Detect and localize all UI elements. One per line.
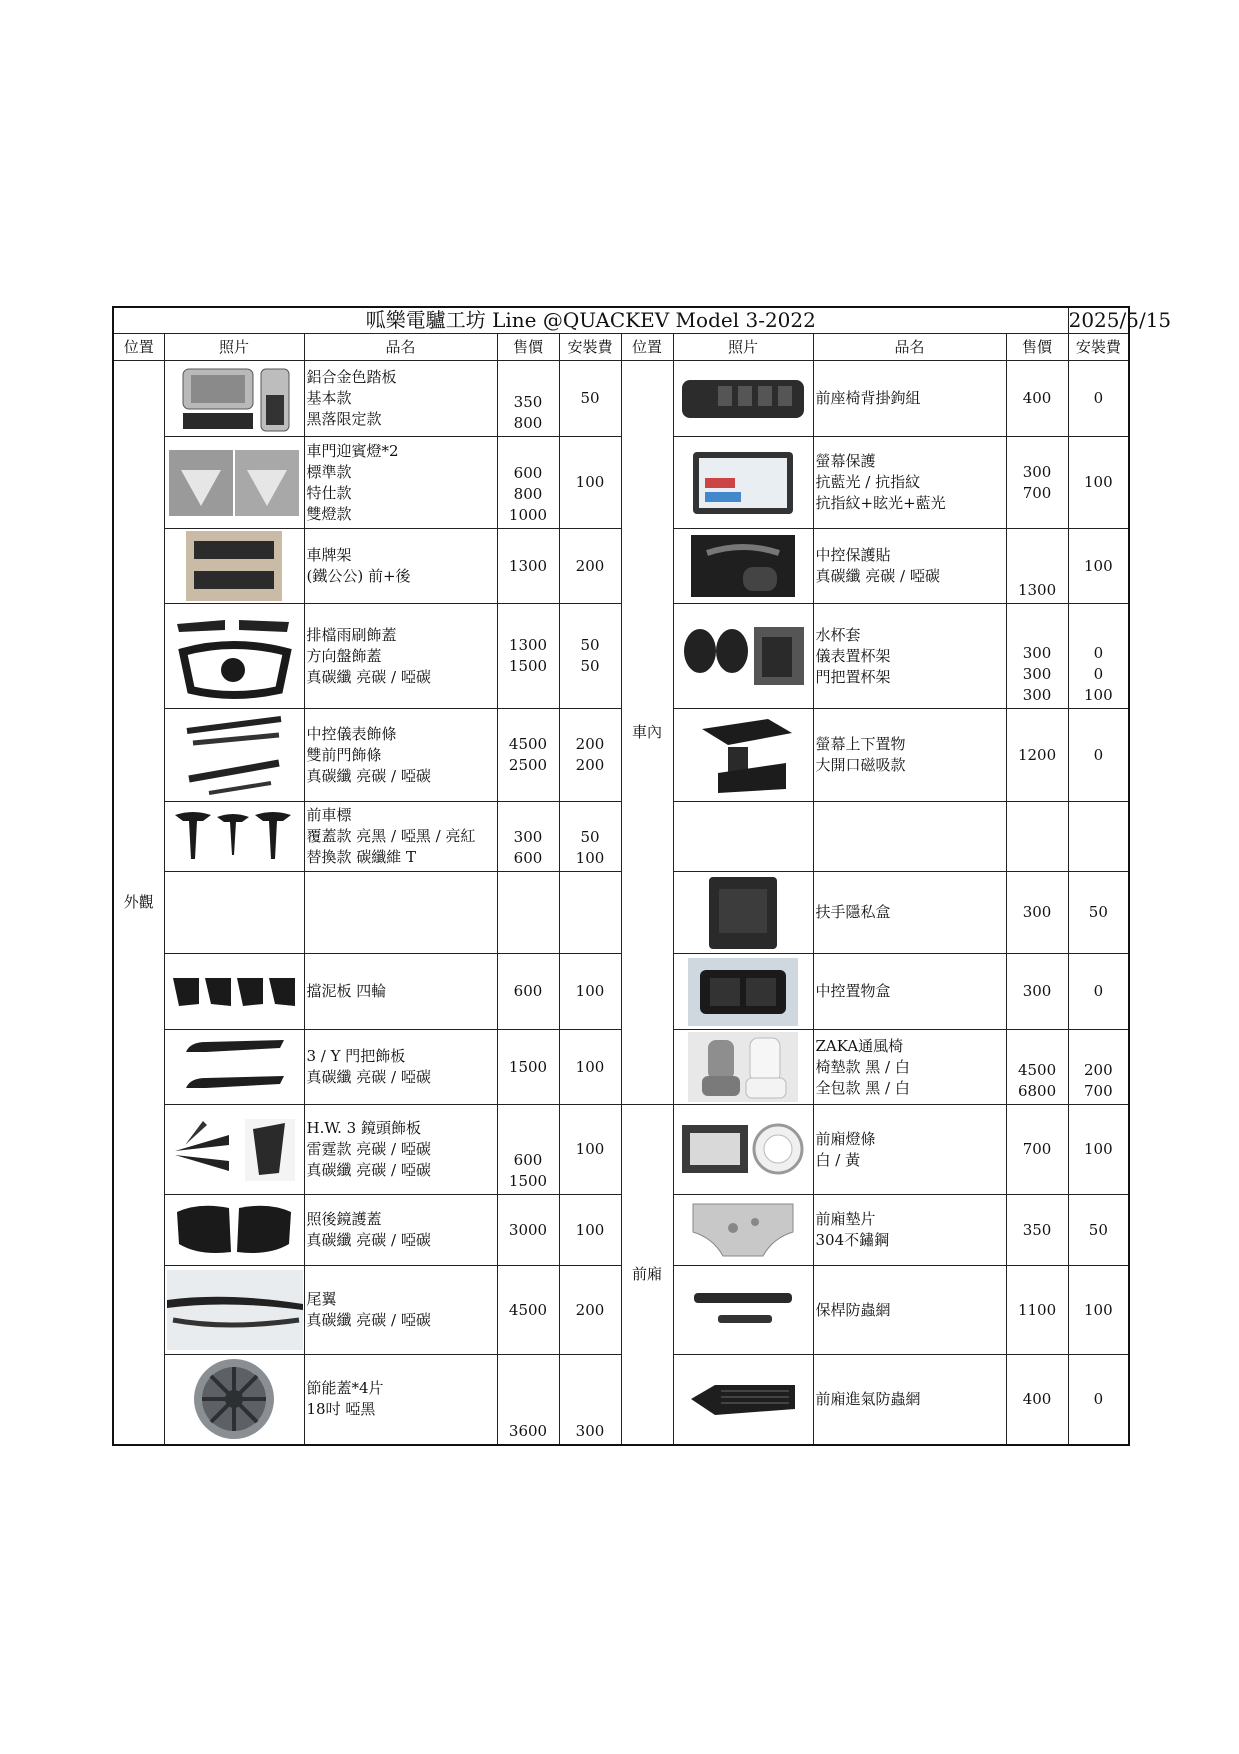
sheet-title: 呱樂電驢工坊 Line @QUACKEV Model 3-2022 xyxy=(113,307,1068,334)
mirror-cover-photo-icon xyxy=(169,1198,299,1262)
product-name: 前車標 覆蓋款 亮黑 / 啞黑 / 亮紅 替換款 碳纖維 T xyxy=(304,802,497,872)
install-cell: 100 xyxy=(1068,1105,1129,1195)
product-photo-mirror-covers xyxy=(164,1195,304,1266)
product-name: 中控置物盒 xyxy=(813,954,1006,1030)
product-photo-screen-protector xyxy=(673,437,813,529)
price-list-table xyxy=(112,306,1172,1446)
product-name: 車門迎賓燈*2 標準款 特仕款 雙燈款 xyxy=(304,437,497,529)
plate-frame-photo-icon xyxy=(186,531,282,601)
product-photo-plate-frame xyxy=(164,529,304,604)
col-position: 位置 xyxy=(113,334,164,361)
col-name: 品名 xyxy=(304,334,497,361)
product-photo-mud-flaps xyxy=(164,954,304,1030)
install-cell: 0 0 100 xyxy=(1068,604,1129,709)
install-cell: 50 xyxy=(1068,872,1129,954)
price-cell: 1300 1500 xyxy=(497,604,559,709)
product-photo-front-badge xyxy=(164,802,304,872)
price-cell: 300 600 xyxy=(497,802,559,872)
product-name: 中控儀表飾條 雙前門飾條 真碳纖 亮碳 / 啞碳 xyxy=(304,709,497,802)
section-frunk: 前廂 xyxy=(621,1105,673,1445)
price-cell: 300 300 300 xyxy=(1006,604,1068,709)
mud-flap-photo-icon xyxy=(169,972,299,1012)
price-cell: 300 xyxy=(1006,954,1068,1030)
install-cell: 0 xyxy=(1068,709,1129,802)
product-photo-armrest-box xyxy=(673,872,813,954)
product-photo-seat-hooks xyxy=(673,361,813,437)
front-badge-photo-icon xyxy=(169,807,299,867)
price-cell: 1300 xyxy=(497,529,559,604)
product-photo-console-wrap xyxy=(673,529,813,604)
product-photo-spoiler xyxy=(164,1266,304,1355)
price-cell: 4500 2500 xyxy=(497,709,559,802)
empty-cell xyxy=(304,872,497,954)
product-photo-frunk-light xyxy=(673,1105,813,1195)
center-tray-photo-icon xyxy=(688,958,798,1026)
frunk-plate-photo-icon xyxy=(683,1198,803,1262)
install-cell: 200 xyxy=(559,1266,621,1355)
frunk-light-photo-icon xyxy=(678,1117,808,1183)
dash-trim-photo-icon xyxy=(179,713,289,797)
install-cell: 0 xyxy=(1068,1355,1129,1445)
product-name: 尾翼 真碳纖 亮碳 / 啞碳 xyxy=(304,1266,497,1355)
product-name: 車牌架 (鐵公公) 前+後 xyxy=(304,529,497,604)
product-name: 節能蓋*4片 18吋 啞黑 xyxy=(304,1355,497,1445)
install-cell: 0 xyxy=(1068,361,1129,437)
product-name: 水杯套 儀表置杯架 門把置杯架 xyxy=(813,604,1006,709)
install-cell: 50 xyxy=(1068,1195,1129,1266)
section-exterior: 外觀 xyxy=(113,361,164,1445)
product-name: 保桿防蟲網 xyxy=(813,1266,1006,1355)
product-name: ZAKA通風椅 椅墊款 黑 / 白 全包款 黑 / 白 xyxy=(813,1030,1006,1105)
install-cell: 100 xyxy=(559,954,621,1030)
price-cell: 350 xyxy=(1006,1195,1068,1266)
product-photo-intake-mesh xyxy=(673,1355,813,1445)
armrest-box-photo-icon xyxy=(703,875,783,951)
install-cell: 100 xyxy=(1068,1266,1129,1355)
price-cell: 600 xyxy=(497,954,559,1030)
empty-cell xyxy=(164,872,304,954)
col-position-2: 位置 xyxy=(621,334,673,361)
install-cell: 300 xyxy=(559,1355,621,1445)
price-cell: 400 xyxy=(1006,361,1068,437)
product-name: 扶手隱私盒 xyxy=(813,872,1006,954)
price-cell: 350 800 xyxy=(497,361,559,437)
sheet-date: 2025/5/15 xyxy=(1068,308,1172,332)
empty-cell xyxy=(813,802,1006,872)
cup-holder-photo-icon xyxy=(678,621,808,691)
product-name: H.W. 3 鏡頭飾板 雷霆款 亮碳 / 啞碳 真碳纖 亮碳 / 啞碳 xyxy=(304,1105,497,1195)
puddle-light-photo-icon xyxy=(169,448,299,518)
col-price: 售價 xyxy=(497,334,559,361)
price-cell: 4500 xyxy=(497,1266,559,1355)
product-name: 排檔雨刷飾蓋 方向盤飾蓋 真碳纖 亮碳 / 啞碳 xyxy=(304,604,497,709)
wheel-cover-photo-icon xyxy=(189,1357,279,1441)
product-name: 3 / Y 門把飾板 真碳纖 亮碳 / 啞碳 xyxy=(304,1030,497,1105)
price-cell: 300 700 xyxy=(1006,437,1068,529)
bumper-mesh-photo-icon xyxy=(688,1285,798,1335)
header-row xyxy=(113,334,1129,361)
product-photo-pedals xyxy=(164,361,304,437)
empty-cell xyxy=(1068,802,1129,872)
screen-tray-photo-icon xyxy=(688,713,798,797)
price-cell: 300 xyxy=(1006,872,1068,954)
product-photo-dash-trims xyxy=(164,709,304,802)
product-name: 前廂燈條 白 / 黃 xyxy=(813,1105,1006,1195)
price-cell: 700 xyxy=(1006,1105,1068,1195)
table-row xyxy=(113,361,1129,437)
empty-cell xyxy=(559,872,621,954)
product-photo-wheel-covers xyxy=(164,1355,304,1445)
product-name: 螢幕保護 抗藍光 / 抗指紋 抗指紋+眩光+藍光 xyxy=(813,437,1006,529)
install-cell: 200 700 xyxy=(1068,1030,1129,1105)
product-photo-frunk-plate xyxy=(673,1195,813,1266)
price-cell: 1200 xyxy=(1006,709,1068,802)
install-cell: 100 xyxy=(559,1030,621,1105)
price-cell: 600 1500 xyxy=(497,1105,559,1195)
camera-trim-photo-icon xyxy=(169,1115,299,1185)
price-cell: 1300 xyxy=(1006,529,1068,604)
pedal-photo-icon xyxy=(169,365,299,433)
product-name: 前廂墊片 304不鏽鋼 xyxy=(813,1195,1006,1266)
install-cell: 100 xyxy=(559,1105,621,1195)
section-interior: 車內 xyxy=(621,361,673,1105)
col-install: 安裝費 xyxy=(559,334,621,361)
install-cell: 0 xyxy=(1068,954,1129,1030)
empty-cell xyxy=(497,872,559,954)
product-photo-cup-holders xyxy=(673,604,813,709)
col-name-2: 品名 xyxy=(813,334,1006,361)
product-photo-bumper-mesh xyxy=(673,1266,813,1355)
product-name: 螢幕上下置物 大開口磁吸款 xyxy=(813,709,1006,802)
price-list-sheet xyxy=(112,306,1172,1446)
empty-cell xyxy=(1006,802,1068,872)
product-photo-steering-covers xyxy=(164,604,304,709)
screen-protector-photo-icon xyxy=(687,448,799,518)
ventilated-seat-photo-icon xyxy=(688,1032,798,1102)
seat-hook-photo-icon xyxy=(678,376,808,422)
product-photo-screen-tray xyxy=(673,709,813,802)
spoiler-photo-icon xyxy=(167,1270,303,1350)
product-name: 擋泥板 四輪 xyxy=(304,954,497,1030)
table-row xyxy=(113,1105,1129,1195)
console-wrap-photo-icon xyxy=(687,531,799,601)
intake-mesh-photo-icon xyxy=(685,1369,801,1429)
door-handle-trim-photo-icon xyxy=(176,1034,292,1100)
price-cell: 3000 xyxy=(497,1195,559,1266)
install-cell: 100 xyxy=(1068,437,1129,529)
price-cell: 400 xyxy=(1006,1355,1068,1445)
product-name: 鋁合金色踏板 基本款 黑落限定款 xyxy=(304,361,497,437)
col-photo-2: 照片 xyxy=(673,334,813,361)
install-cell: 200 xyxy=(559,529,621,604)
col-install-2: 安裝費 xyxy=(1068,334,1129,361)
product-photo-door-handle-trims xyxy=(164,1030,304,1105)
price-cell: 1100 xyxy=(1006,1266,1068,1355)
product-photo-ventilated-seat xyxy=(673,1030,813,1105)
empty-cell xyxy=(673,802,813,872)
product-photo-camera-trims xyxy=(164,1105,304,1195)
steering-cover-photo-icon xyxy=(169,608,299,704)
product-name: 前座椅背掛鉤組 xyxy=(813,361,1006,437)
install-cell: 50 50 xyxy=(559,604,621,709)
install-cell: 100 xyxy=(1068,529,1129,604)
install-cell: 50 100 xyxy=(559,802,621,872)
product-name: 照後鏡護蓋 真碳纖 亮碳 / 啞碳 xyxy=(304,1195,497,1266)
price-cell: 1500 xyxy=(497,1030,559,1105)
price-cell: 4500 6800 xyxy=(1006,1030,1068,1105)
col-price-2: 售價 xyxy=(1006,334,1068,361)
install-cell: 200 200 xyxy=(559,709,621,802)
install-cell: 100 xyxy=(559,437,621,529)
price-cell: 600 800 1000 xyxy=(497,437,559,529)
product-name: 前廂進氣防蟲網 xyxy=(813,1355,1006,1445)
install-cell: 50 xyxy=(559,361,621,437)
product-photo-center-tray xyxy=(673,954,813,1030)
price-cell: 3600 xyxy=(497,1355,559,1445)
install-cell: 100 xyxy=(559,1195,621,1266)
col-photo: 照片 xyxy=(164,334,304,361)
product-name: 中控保護貼 真碳纖 亮碳 / 啞碳 xyxy=(813,529,1006,604)
product-photo-puddle-lights xyxy=(164,437,304,529)
